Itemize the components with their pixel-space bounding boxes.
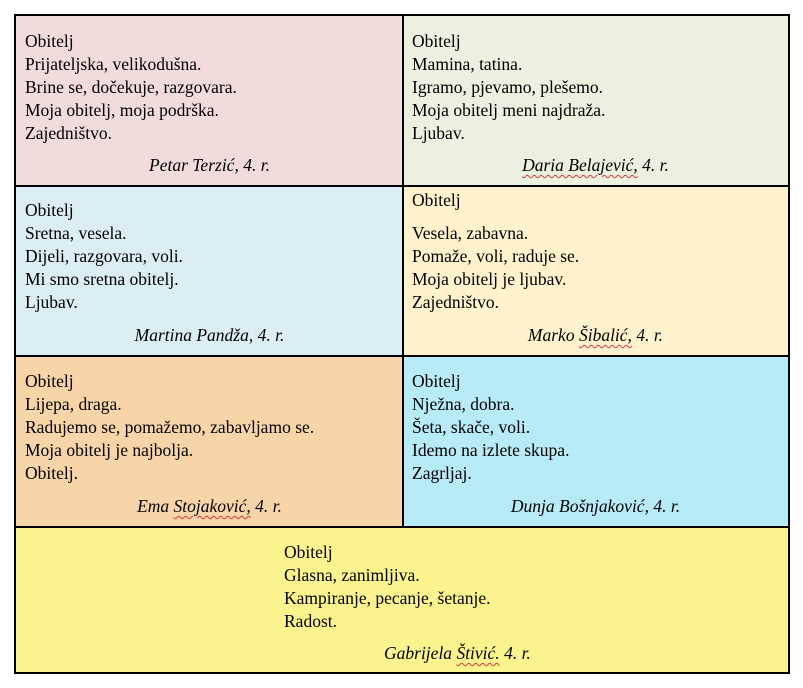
author-name: Daria Belajević,: [522, 155, 638, 175]
poem-line: Radost.: [284, 611, 337, 631]
author-class: 4. r.: [499, 643, 531, 663]
poem-line: Moja obitelj meni najdraža.: [412, 100, 606, 120]
poem-author: [403, 324, 788, 347]
poem-line: Zajedništvo.: [25, 123, 112, 143]
poem-line: Igramo, pjevamo, plešemo.: [412, 77, 603, 97]
poem-title: Obitelj: [412, 190, 461, 210]
poem-author: Dunja Bošnjaković, 4. r.: [510, 496, 681, 516]
poem-title: Obitelj: [284, 542, 333, 562]
poem-line: Sretna, vesela.: [25, 223, 127, 243]
poem-line: Lijepa, draga.: [25, 394, 122, 414]
poem-line: Mi smo sretna obitelj.: [25, 269, 179, 289]
poem-title: Obitelj: [412, 371, 461, 391]
poem-line: Radujemo se, pomažemo, zabavljamo se.: [25, 417, 315, 437]
poem-line: Mamina, tatina.: [412, 54, 523, 74]
poem-line: Moja obitelj je ljubav.: [412, 269, 567, 289]
horizontal-divider: [16, 355, 788, 357]
horizontal-divider: [16, 526, 788, 528]
author-name: Stojaković,: [173, 496, 251, 516]
author-first-name: Gabrijela: [384, 643, 457, 663]
vertical-divider: [402, 16, 404, 528]
poem-author: [384, 642, 531, 665]
poem-line: Obitelj.: [25, 463, 78, 483]
poem-line: Ljubav.: [412, 123, 465, 143]
poem-cell-stivic: [16, 528, 788, 672]
poem-line: Zagrljaj.: [412, 463, 472, 483]
poem-table: [14, 14, 790, 674]
poem-line: Nježna, dobra.: [412, 394, 515, 414]
poem-author: Petar Terzić, 4. r.: [149, 155, 270, 175]
author-name: Štivić.: [456, 643, 500, 663]
poem-line: Idemo na izlete skupa.: [412, 440, 570, 460]
poem-author: [16, 495, 403, 518]
poem-line: Ljubav.: [25, 292, 78, 312]
poem-line: Kampiranje, pecanje, šetanje.: [284, 588, 491, 608]
poem-line: Brine se, dočekuje, razgovara.: [25, 77, 237, 97]
author-first-name: Marko: [527, 325, 579, 345]
poem-line: Šeta, skače, voli.: [412, 417, 531, 437]
poem-cell-bosnjakovic: [403, 357, 788, 526]
poem-line: Dijeli, razgovara, voli.: [25, 246, 183, 266]
poem-line: Prijateljska, velikodušna.: [25, 54, 202, 74]
poem-line: Vesela, zabavna.: [412, 223, 529, 243]
horizontal-divider: [16, 185, 788, 187]
poem-line: Moja obitelj je najbolja.: [25, 440, 194, 460]
author-class: 4. r.: [250, 496, 282, 516]
poem-title: Obitelj: [25, 371, 74, 391]
poem-line: Glasna, zanimljiva.: [284, 565, 420, 585]
poem-line: Zajedništvo.: [412, 292, 499, 312]
author-first-name: Ema: [137, 496, 174, 516]
poem-title: Obitelj: [25, 31, 74, 51]
author-name: Šibalić,: [578, 325, 632, 345]
author-class: 4. r.: [637, 155, 669, 175]
poem-cell-sibalic: [403, 187, 788, 355]
poem-cell-stojakovic: [16, 357, 403, 526]
poem-line: Pomaže, voli, raduje se.: [412, 246, 580, 266]
poem-cell-pandza: [16, 187, 403, 355]
poem-cell-belajevic: [403, 16, 788, 185]
poem-author: [403, 154, 788, 177]
poem-title: Obitelj: [412, 31, 461, 51]
poem-title: Obitelj: [25, 200, 74, 220]
poem-author: Martina Pandža, 4. r.: [134, 325, 285, 345]
author-class: 4. r.: [631, 325, 664, 345]
poem-line: Moja obitelj, moja podrška.: [25, 100, 219, 120]
poem-cell-terzic: [16, 16, 403, 185]
